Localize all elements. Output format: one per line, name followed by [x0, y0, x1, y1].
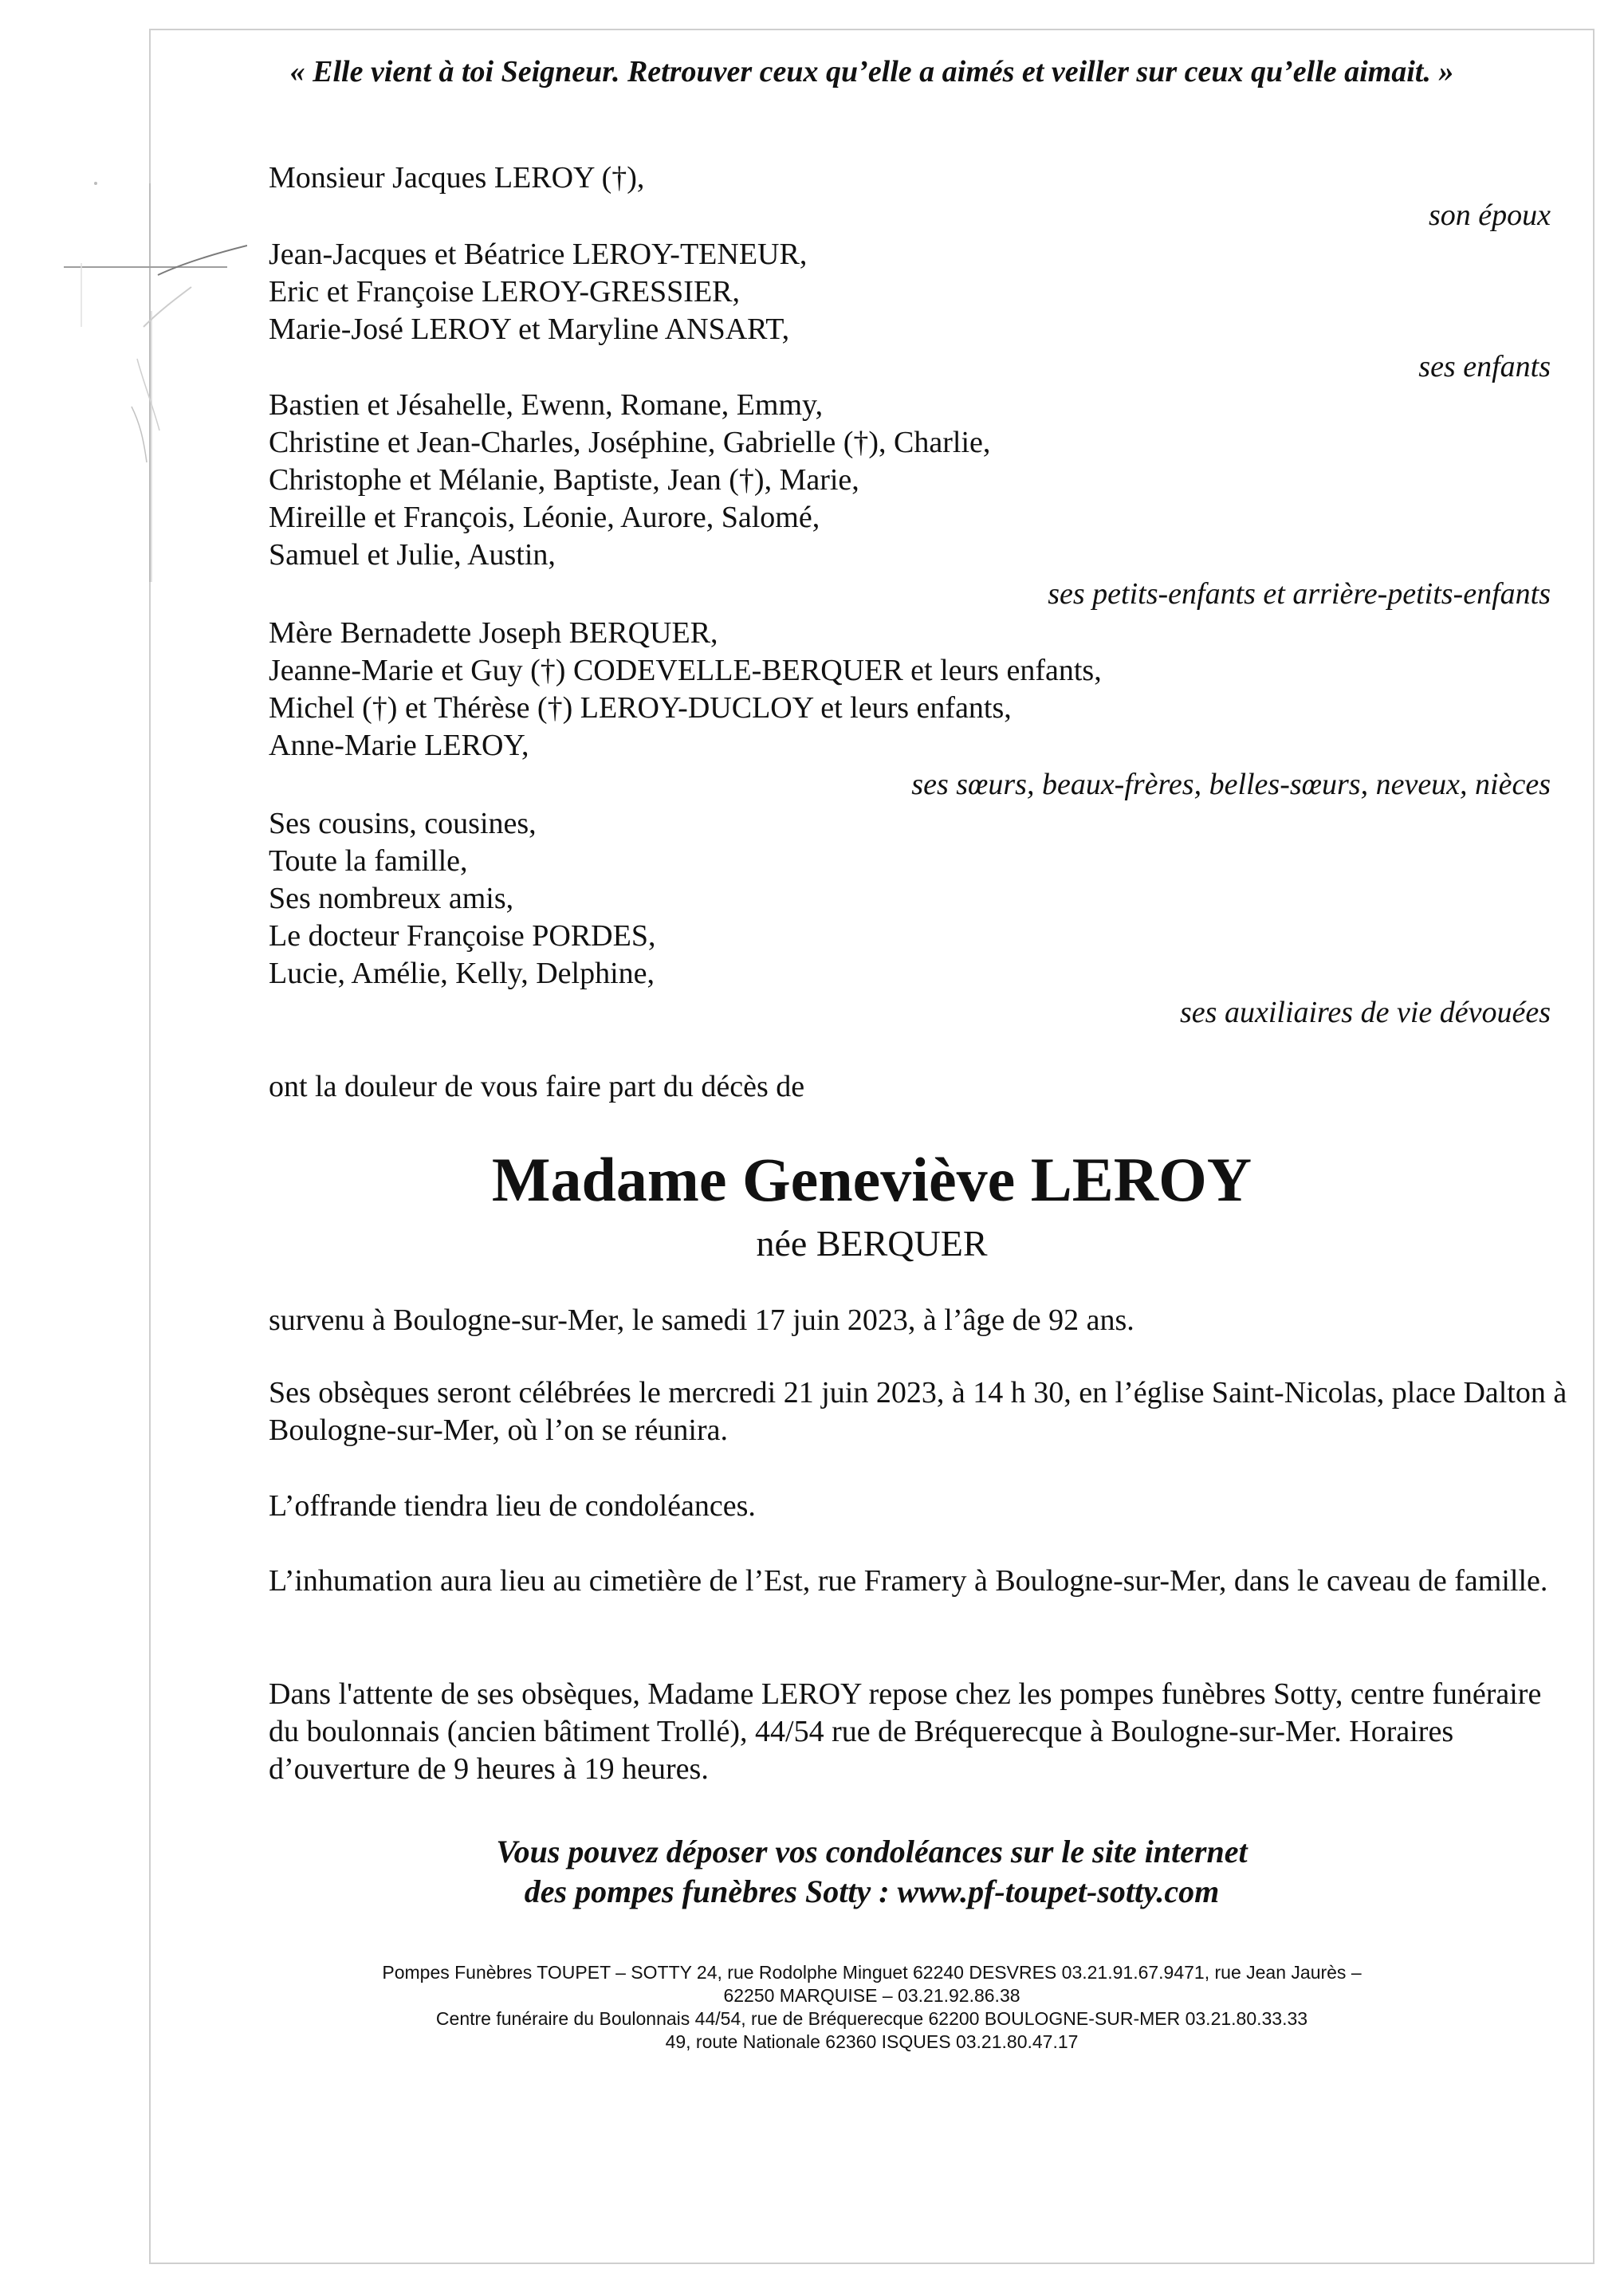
- family-line: Mireille et François, Léonie, Aurore, Salomé,: [269, 501, 820, 534]
- condolences-notice: [149, 1832, 1595, 1912]
- family-line: Michel (†) et Thérèse (†) LEROY-DUCLOY et leurs enfants,: [269, 691, 1012, 725]
- family-line: Eric et Françoise LEROY-GRESSIER,: [269, 275, 741, 309]
- announcement: ont la douleur de vous faire part du décès de: [269, 1070, 805, 1103]
- family-line: Christophe et Mélanie, Baptiste, Jean (†), Marie,: [269, 463, 859, 497]
- footer: [149, 1961, 1595, 2054]
- family-line: Lucie, Amélie, Kelly, Delphine,: [269, 957, 655, 990]
- role-spouse: son époux: [1428, 199, 1551, 232]
- cross-lily-icon: [64, 167, 247, 598]
- husband-lines: [269, 159, 644, 197]
- funeral-info: Ses obsèques seront célébrées le mercredi 21 juin 2023, à 14 h 30, en l’église Saint-Nicolas, place Dalton à Boulogne-sur-Mer, où l’on se réunira.: [269, 1376, 1567, 1447]
- family-line: Christine et Jean-Charles, Joséphine, Gabrielle (†), Charlie,: [269, 426, 991, 459]
- resting-info: Dans l'attente de ses obsèques, Madame LEROY repose chez les pompes funèbres Sotty, centre funéraire du boulonnais (ancien bâtiment Trollé), 44/54 rue de Bréquerecque à Boulogne-sur-Mer. Horaires d’ouverture de 9 heures à 19 heures.: [269, 1677, 1542, 1786]
- family-line: Jeanne-Marie et Guy (†) CODEVELLE-BERQUER et leurs enfants,: [269, 654, 1102, 687]
- family-line: Ses nombreux amis,: [269, 882, 514, 915]
- footer-line: Centre funéraire du Boulonnais 44/54, rue de Bréquerecque 62200 BOULOGNE-SUR-MER 03.21.80.33.33: [435, 2008, 1308, 2029]
- family-line: Bastien et Jésahelle, Ewenn, Romane, Emmy,: [269, 388, 824, 422]
- condolences-link[interactable]: des pompes funèbres Sotty : www.pf-toupet-sotty.com: [524, 1873, 1220, 1909]
- family-line: Marie-José LEROY et Maryline ANSART,: [269, 313, 790, 346]
- children-lines: [269, 236, 807, 348]
- death-info: survenu à Boulogne-sur-Mer, le samedi 17 juin 2023, à l’âge de 92 ans.: [269, 1303, 1134, 1337]
- maiden-name: née BERQUER: [756, 1223, 988, 1264]
- offering-info: L’offrande tiendra lieu de condoléances.: [269, 1489, 756, 1523]
- family-line: Toute la famille,: [269, 844, 468, 878]
- grandchildren-lines: [269, 387, 990, 574]
- family-line: Ses cousins, cousines,: [269, 807, 537, 840]
- condolences-line: Vous pouvez déposer vos condoléances sur le site internet: [496, 1834, 1248, 1869]
- footer-line: Pompes Funèbres TOUPET – SOTTY 24, rue Rodolphe Minguet 62240 DESVRES 03.21.91.67.9471, rue Jean Jaurès –: [382, 1962, 1362, 1983]
- family-line: Mère Bernadette Joseph BERQUER,: [269, 616, 718, 650]
- role-siblings: ses sœurs, beaux-frères, belles-sœurs, neveux, nièces: [911, 768, 1551, 801]
- epigraph: « Elle vient à toi Seigneur. Retrouver ceux qu’elle a aimés et veiller sur ceux qu’elle aimait. »: [289, 55, 1454, 88]
- family-line: Samuel et Julie, Austin,: [269, 538, 556, 572]
- burial-info: L’inhumation aura lieu au cimetière de l’Est, rue Framery à Boulogne-sur-Mer, dans le caveau de famille.: [269, 1564, 1548, 1598]
- role-caregivers: ses auxiliaires de vie dévouées: [1180, 996, 1551, 1029]
- family-line: Monsieur Jacques LEROY (†),: [269, 161, 645, 195]
- others-lines: [269, 805, 655, 993]
- siblings-lines: [269, 615, 1102, 765]
- footer-line: 62250 MARQUISE – 03.21.92.86.38: [723, 1985, 1020, 2006]
- deceased-name: Madame Geneviève LEROY: [491, 1145, 1252, 1214]
- role-children: ses enfants: [1418, 350, 1551, 383]
- family-line: Anne-Marie LEROY,: [269, 729, 529, 762]
- family-line: Le docteur Françoise PORDES,: [269, 919, 656, 953]
- family-line: Jean-Jacques et Béatrice LEROY-TENEUR,: [269, 238, 808, 271]
- role-grandchildren: ses petits-enfants et arrière-petits-enfants: [1048, 577, 1551, 611]
- footer-line: 49, route Nationale 62360 ISQUES 03.21.80.47.17: [665, 2031, 1079, 2052]
